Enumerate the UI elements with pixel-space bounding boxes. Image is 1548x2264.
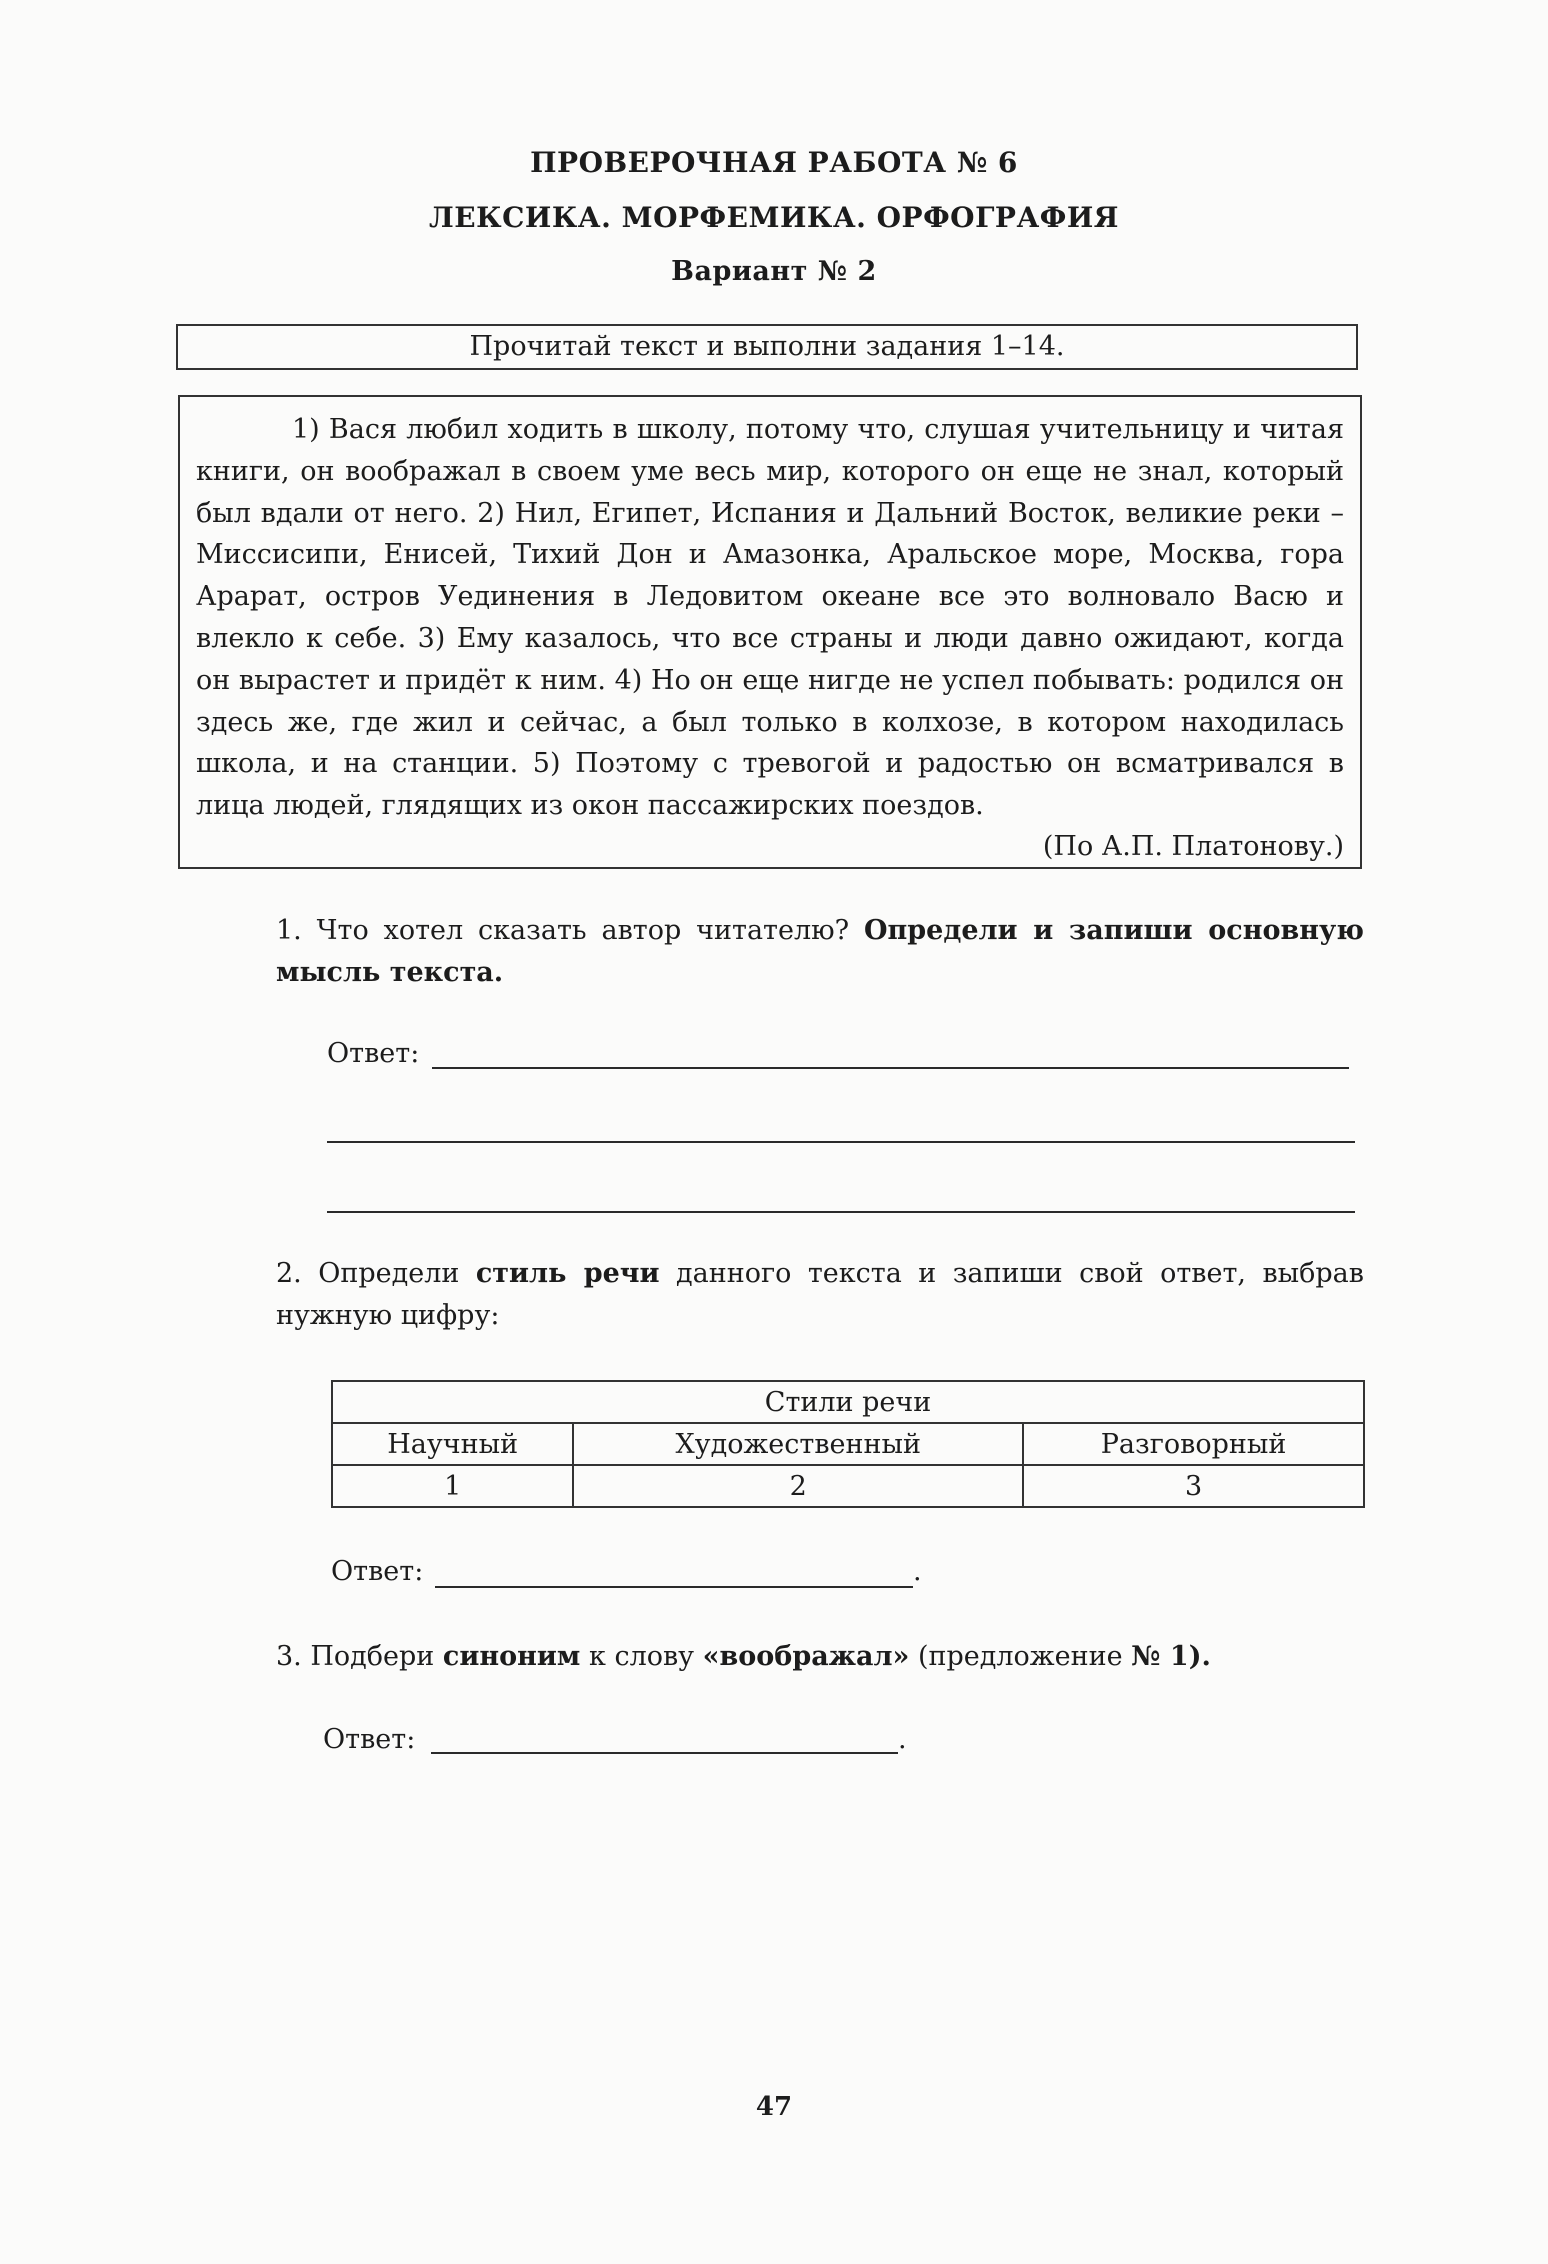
number-cell: 1 [332,1465,573,1507]
reading-text-box [178,395,1362,869]
task-3-text-a: Подбери [310,1641,435,1672]
instruction-box: Прочитай текст и выполни задания 1–14. [176,324,1358,370]
task-1-question: Что хотел сказать автор читателю? [316,915,850,946]
task-2-keyword: стиль речи [475,1258,660,1289]
task-1-answer-line-2[interactable] [327,1141,1355,1143]
task-3-sentence-ref: № 1 [1131,1641,1189,1672]
task-1-answer-line-1[interactable] [432,1067,1349,1069]
task-3 [276,1636,1364,1678]
reading-text: 1) Вася любил ходить в школу, потому что, слушая учительницу и читая книги, он воображал в своем уме весь мир, которого он еще не знал, который был вдали от него. 2) Нил, Египет, Испания и Дальний Восток, великие реки – Миссисипи, Енисей, Тихий Дон и Амазонка, Аральское море, Москва, гора Арарат, остров Уединения в Ледовитом океане все это волновало Васю и влекло к себе. 3) Ему казалось, что все страны и люди давно ожидают, когда он вырастет и придёт к ним. 4) Но он еще нигде не успел побывать: родился он здесь же, где жил и сейчас, а был только в колхозе, в котором находилась школа, и на станции. 5) Поэтому с тревогой и радостью он всматривался в лица людей, глядящих из окон пассажирских поездов. [196,414,1344,822]
task-3-text-d: ). [1188,1641,1211,1672]
task-1-answer-line-3[interactable] [327,1211,1355,1213]
task-2-answer-label: Ответ: [331,1556,424,1587]
style-cell: Научный [332,1423,573,1465]
task-1-period: . [493,957,504,988]
task-3-word: «воображал» [702,1641,910,1672]
worksheet-title: ПРОВЕРОЧНАЯ РАБОТА № 6 [530,146,1018,179]
task-2-answer-period: . [913,1556,922,1587]
task-3-answer-period: . [898,1724,907,1755]
speech-styles-table [331,1380,1365,1508]
task-1 [276,910,1364,994]
task-number: 3. [276,1641,302,1672]
task-3-text-c: (предложение [917,1641,1123,1672]
task-3-keyword: синоним [442,1641,581,1672]
task-3-answer-label: Ответ: [323,1724,416,1755]
table-header: Стили речи [332,1381,1364,1423]
table-row [332,1423,1364,1465]
task-3-answer-line[interactable] [431,1752,898,1754]
task-number: 1. [276,915,302,946]
style-cell: Художественный [573,1423,1023,1465]
task-2-text-a: Определи [318,1258,460,1289]
style-cell: Разговорный [1023,1423,1364,1465]
worksheet-subtitle: ЛЕКСИКА. МОРФЕМИКА. ОРФОГРАФИЯ [429,201,1119,234]
task-3-text-b: к слову [588,1641,695,1672]
variant-label: Вариант № 2 [671,256,877,287]
number-cell: 3 [1023,1465,1364,1507]
page-number: 47 [755,2092,793,2122]
table-row [332,1465,1364,1507]
number-cell: 2 [573,1465,1023,1507]
task-2-text-b: данного текста и запиши свой ответ, выбрав нужную цифру: [276,1258,1364,1331]
task-2 [276,1253,1364,1337]
text-source: (По А.П. Платонову.) [1042,830,1344,862]
task-1-answer-label: Ответ: [327,1038,420,1069]
task-2-answer-line[interactable] [435,1586,913,1588]
task-1-instruction: Определи и запиши основную мысль текста [276,915,1364,988]
task-number: 2. [276,1258,302,1289]
